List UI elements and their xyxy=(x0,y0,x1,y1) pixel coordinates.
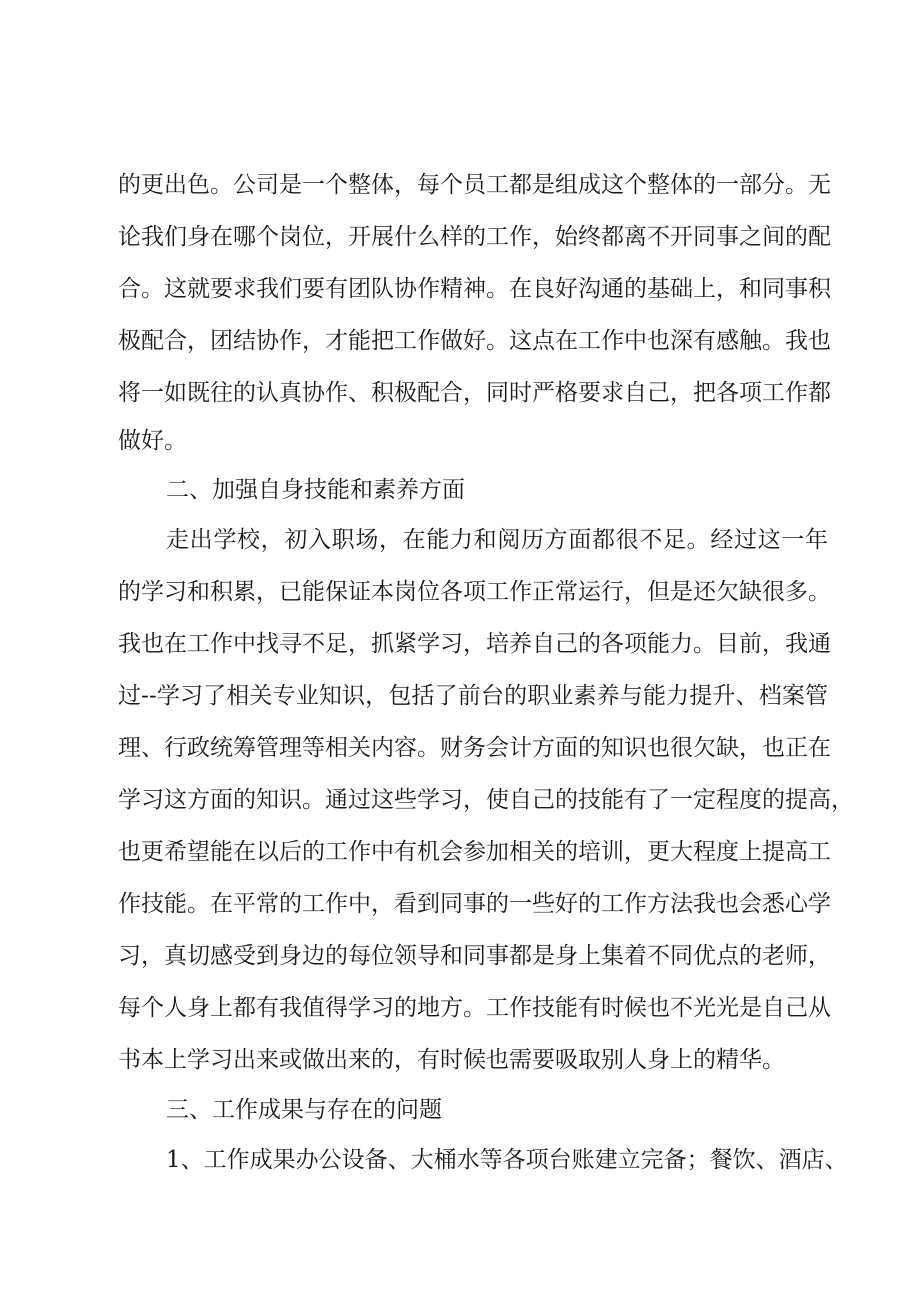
text-line: 也更希望能在以后的工作中有机会参加相关的培训，更大程度上提高工 xyxy=(118,839,831,865)
text-line: 论我们身在哪个岗位，开展什么样的工作，始终都离不开同事之间的配 xyxy=(118,224,831,250)
text-line: 学习这方面的知识。通过这些学习，使自己的技能有了一定程度的提高， xyxy=(118,787,854,813)
text-line: 极配合，团结协作，才能把工作做好。这点在工作中也深有感触。我也 xyxy=(118,328,831,354)
text-line: 1、工作成果办公设备、大桶水等各项台账建立完备；餐饮、酒店、 xyxy=(166,1147,848,1173)
text-line: 习，真切感受到身边的每位领导和同事都是身上集着不同优点的老师， xyxy=(118,943,831,969)
section-heading: 二、加强自身技能和素养方面 xyxy=(166,477,465,503)
text-line: 每个人身上都有我值得学习的地方。工作技能有时候也不光光是自己从 xyxy=(118,995,831,1021)
text-line: 我也在工作中找寻不足，抓紧学习，培养自己的各项能力。目前，我通 xyxy=(118,631,831,657)
text-line: 走出学校，初入职场，在能力和阅历方面都很不足。经过这一年 xyxy=(166,527,828,553)
text-line: 理、行政统筹管理等相关内容。财务会计方面的知识也很欠缺，也正在 xyxy=(118,735,831,761)
text-line: 的更出色。公司是一个整体，每个员工都是组成这个整体的一部分。无 xyxy=(118,172,831,198)
text-line: 做好。 xyxy=(118,428,187,454)
text-line: 将一如既往的认真协作、积极配合，同时严格要求自己，把各项工作都 xyxy=(118,380,831,406)
section-heading: 三、工作成果与存在的问题 xyxy=(166,1097,442,1123)
text-line: 合。这就要求我们要有团队协作精神。在良好沟通的基础上，和同事积 xyxy=(118,276,831,302)
text-line: 书本上学习出来或做出来的，有时候也需要吸取别人身上的精华。 xyxy=(118,1047,785,1073)
text-line: 过--学习了相关专业知识，包括了前台的职业素养与能力提升、档案管 xyxy=(118,683,828,709)
text-line: 作技能。在平常的工作中，看到同事的一些好的工作方法我也会悉心学 xyxy=(118,891,831,917)
text-line: 的学习和积累，已能保证本岗位各项工作正常运行，但是还欠缺很多。 xyxy=(118,579,831,605)
